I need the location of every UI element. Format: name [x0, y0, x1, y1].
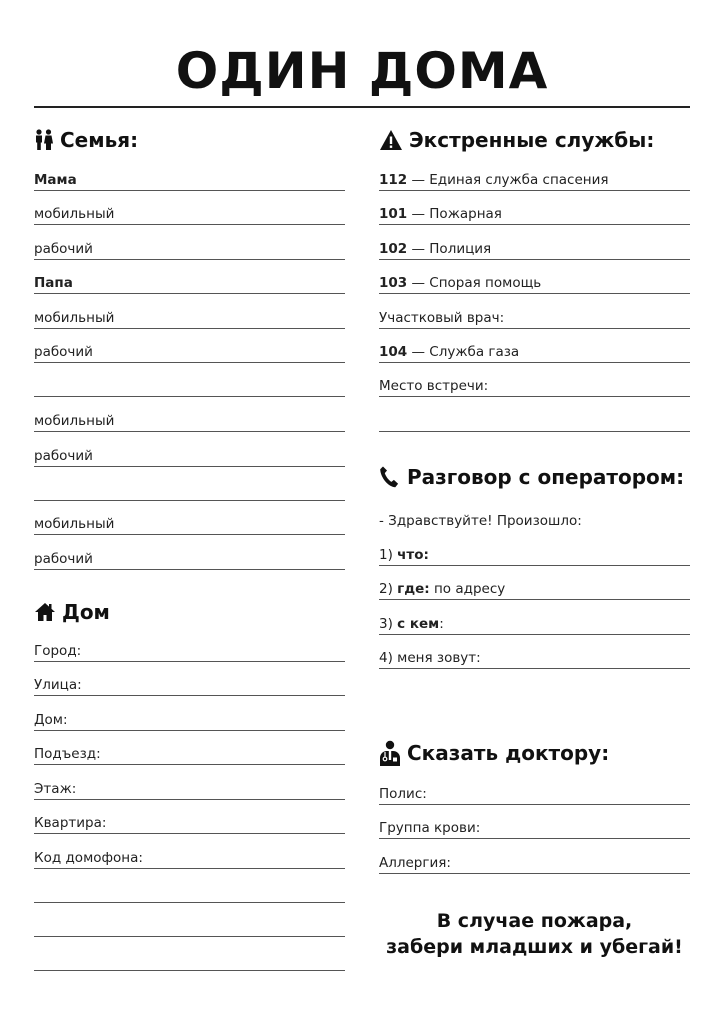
member4-mobile-line[interactable]	[34, 516, 345, 535]
my-name-label: меня зовут:	[397, 650, 481, 666]
service-103-line[interactable]	[379, 275, 690, 294]
city-line[interactable]	[34, 643, 345, 662]
dad-work-line[interactable]	[34, 344, 345, 363]
emergency-heading	[379, 128, 654, 152]
mom-mobile-line[interactable]	[34, 206, 345, 225]
line-number: 1)	[379, 547, 398, 563]
fire-advice	[379, 908, 690, 960]
work-label: рабочий	[34, 448, 93, 464]
blank-line[interactable]	[34, 884, 345, 903]
policy-label: Полис:	[379, 786, 427, 802]
where-line[interactable]	[379, 581, 690, 600]
dad-label: Папа	[34, 275, 73, 291]
floor-label: Этаж:	[34, 781, 77, 797]
what-label: что:	[397, 547, 429, 563]
mom-line[interactable]	[34, 172, 345, 191]
line-number: 4)	[379, 650, 398, 666]
dad-mobile-line[interactable]	[34, 310, 345, 329]
service-102-line[interactable]	[379, 241, 690, 260]
intercom-label: Код домофона:	[34, 850, 143, 866]
mobile-label: мобильный	[34, 413, 115, 429]
blank-line[interactable]	[34, 952, 345, 971]
house-line[interactable]	[34, 712, 345, 731]
apartment-line[interactable]	[34, 815, 345, 834]
service-name: Единая служба спасения	[429, 172, 609, 188]
service-number: 104	[379, 344, 408, 360]
work-label: рабочий	[34, 551, 93, 567]
intercom-line[interactable]	[34, 850, 345, 869]
work-label: рабочий	[34, 344, 93, 360]
work-label: рабочий	[34, 241, 93, 257]
doctor-heading	[379, 740, 609, 766]
separator: —	[407, 344, 430, 360]
floor-line[interactable]	[34, 781, 345, 800]
page-title: ОДИН ДОМА	[175, 42, 549, 100]
meeting-place-label: Место встречи:	[379, 378, 489, 394]
phone-icon	[379, 465, 401, 489]
mobile-label: мобильный	[34, 516, 115, 532]
my-name-line[interactable]	[379, 650, 690, 669]
mom-label: Мама	[34, 172, 77, 188]
service-name: Полиция	[429, 241, 492, 257]
blank-line[interactable]	[379, 413, 690, 432]
with-whom-line[interactable]	[379, 616, 690, 635]
service-number: 112	[379, 172, 408, 188]
fire-advice-line2: забери младших и убегай!	[386, 936, 683, 958]
home-heading-text: Дом	[62, 600, 110, 624]
house-icon	[34, 602, 56, 622]
local-doctor-line[interactable]	[379, 310, 690, 329]
apartment-label: Квартира:	[34, 815, 107, 831]
line-number: 3)	[379, 616, 398, 632]
service-name: Служба газа	[429, 344, 520, 360]
separator: —	[407, 206, 430, 222]
member3-name-line[interactable]	[34, 378, 345, 397]
right-column	[379, 0, 690, 1024]
doctor-icon	[379, 740, 401, 766]
service-101-line[interactable]	[379, 206, 690, 225]
dad-line[interactable]	[34, 275, 345, 294]
blood-type-line[interactable]	[379, 820, 690, 839]
home-heading	[34, 600, 110, 624]
greeting-line	[379, 513, 690, 531]
family-heading	[34, 128, 138, 152]
line-number: 2)	[379, 581, 398, 597]
greeting-text: - Здравствуйте! Произошло:	[379, 513, 582, 529]
mobile-label: мобильный	[34, 310, 115, 326]
service-104-line[interactable]	[379, 344, 690, 363]
entrance-label: Подъезд:	[34, 746, 101, 762]
entrance-line[interactable]	[34, 746, 345, 765]
service-number: 101	[379, 206, 408, 222]
member4-work-line[interactable]	[34, 551, 345, 570]
separator: —	[407, 275, 430, 291]
blood-type-label: Группа крови:	[379, 820, 481, 836]
with-whom-label: с кем	[397, 616, 440, 632]
service-number: 102	[379, 241, 408, 257]
family-icon	[34, 129, 54, 151]
service-name: Пожарная	[429, 206, 502, 222]
blank-line[interactable]	[34, 918, 345, 937]
local-doctor-label: Участковый врач:	[379, 310, 505, 326]
city-label: Город:	[34, 643, 82, 659]
operator-heading	[379, 465, 684, 489]
operator-heading-text: Разговор с оператором:	[407, 465, 685, 489]
fire-advice-line1: В случае пожара,	[436, 910, 633, 932]
policy-line[interactable]	[379, 786, 690, 805]
where-label: где:	[397, 581, 430, 597]
family-heading-text: Семья:	[60, 128, 139, 152]
what-line[interactable]	[379, 547, 690, 566]
emergency-heading-text: Экстренные службы:	[409, 128, 655, 152]
meeting-place-line[interactable]	[379, 378, 690, 397]
allergy-label: Аллергия:	[379, 855, 451, 871]
member4-name-line[interactable]	[34, 482, 345, 501]
member3-mobile-line[interactable]	[34, 413, 345, 432]
service-number: 103	[379, 275, 408, 291]
left-column	[34, 0, 345, 1024]
where-rest: по адресу	[429, 581, 506, 597]
service-112-line[interactable]	[379, 172, 690, 191]
allergy-line[interactable]	[379, 855, 690, 874]
warning-icon	[379, 129, 403, 151]
street-label: Улица:	[34, 677, 82, 693]
separator: —	[407, 172, 430, 188]
service-name: Спорая помощь	[429, 275, 542, 291]
street-line[interactable]	[34, 677, 345, 696]
mom-work-line[interactable]	[34, 241, 345, 260]
mobile-label: мобильный	[34, 206, 115, 222]
member3-work-line[interactable]	[34, 448, 345, 467]
separator: —	[407, 241, 430, 257]
with-whom-rest: :	[439, 616, 444, 632]
doctor-heading-text: Сказать доктору:	[407, 741, 610, 765]
house-label: Дом:	[34, 712, 68, 728]
